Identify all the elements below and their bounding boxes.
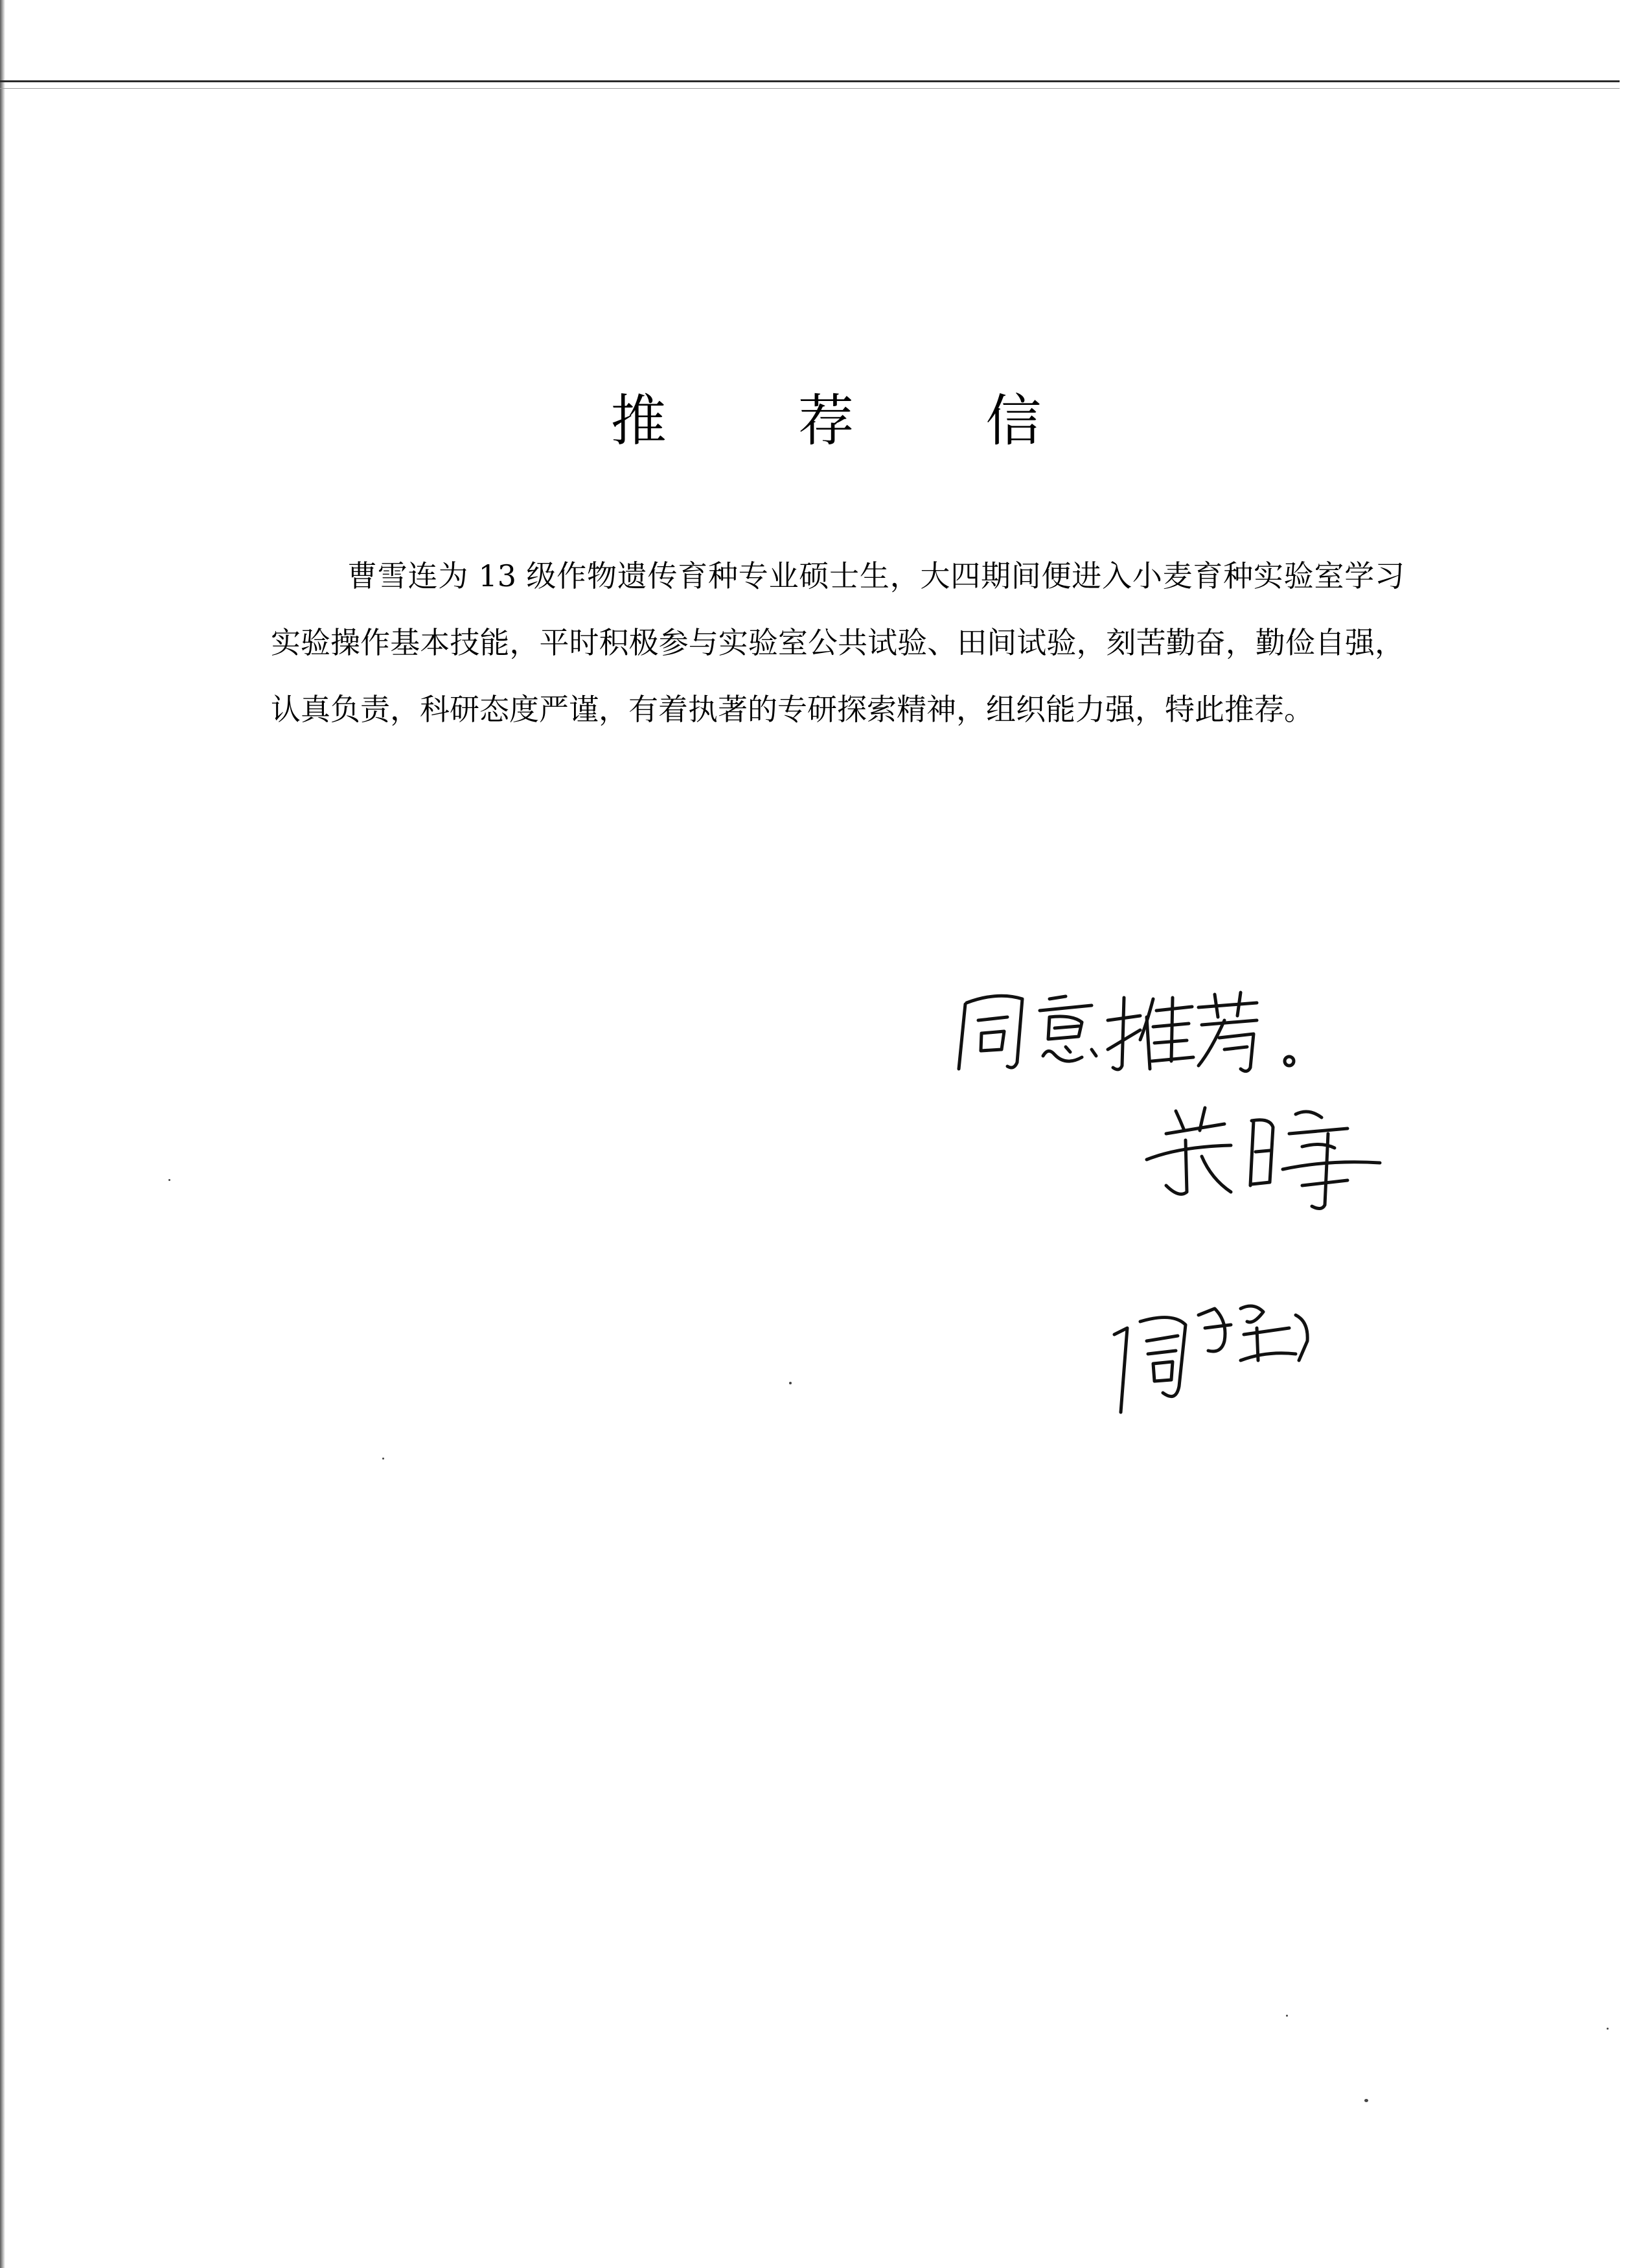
scan-speck bbox=[1607, 2028, 1609, 2030]
top-rule-faint-line bbox=[0, 88, 1620, 89]
signature-2 bbox=[1101, 1289, 1322, 1419]
scan-speck bbox=[789, 1382, 792, 1384]
scan-speck bbox=[1286, 2015, 1288, 2017]
letter-body: 曹雪连为 13 级作物遗传育种专业硕士生，大四期间便进入小麦育种实验室学习实验操作基本技能，平时积极参与实验室公共试验、田间试验，刻苦勤奋，勤俭自强，认真负责，科研态度严谨，有着执著的专研探索精神，组织能力强，特此推荐。 bbox=[271, 558, 1405, 727]
signature-1 bbox=[1140, 1095, 1386, 1218]
letter-title: 推 荐 信 bbox=[610, 389, 1099, 453]
top-rule-line bbox=[0, 80, 1620, 82]
scan-speck bbox=[1364, 2099, 1368, 2102]
scan-speck bbox=[168, 1179, 170, 1181]
scan-edge-shadow bbox=[0, 0, 5, 2268]
handwritten-approval-note bbox=[952, 985, 1315, 1082]
scan-speck bbox=[382, 1458, 384, 1460]
